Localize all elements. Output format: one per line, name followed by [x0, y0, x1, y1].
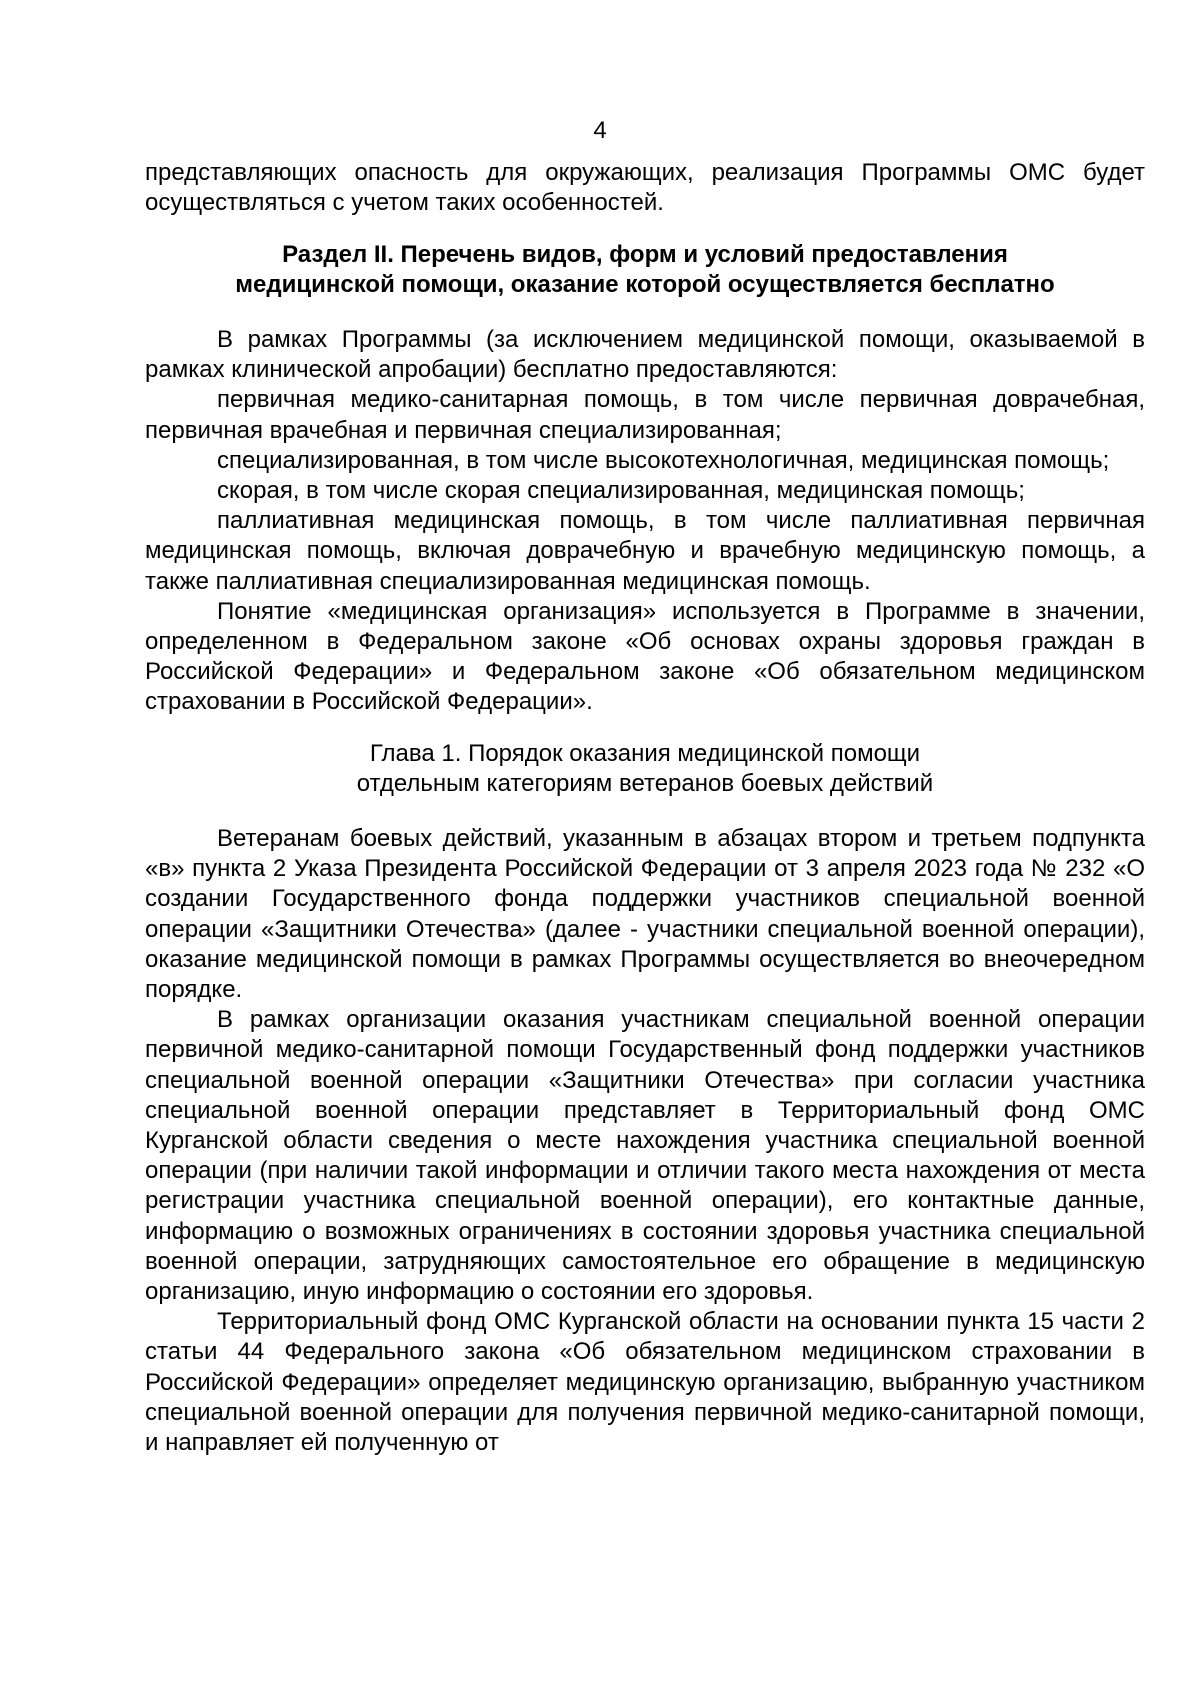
- section-body: [145, 325, 1145, 718]
- chapter-title-line-1: Глава 1. Порядок оказания медицинской помощи: [369, 740, 921, 767]
- continuation-paragraph: представляющих опасность для окружающих, реализация Программы ОМС будет осуществляться с учетом таких особенностей.: [145, 159, 1145, 217]
- paragraph: В рамках организации оказания участникам специальной военной операции первичной медико-санитарной помощи Государственный фонд поддержки участников специальной военной операции «Защитники Отечества» при согласии участника специальной военной операции представляет в Территориальный фонд ОМС Курганской области сведения о месте нахождения участника специальной военной операции (при наличии такой информации и отличии такого места нахождения от места регистрации участника специальной военной операции), его контактные данные, информацию о возможных ограничениях в состоянии здоровья участника специальной военной операции, затрудняющих самостоятельное его обращение в медицинскую организацию, иную информацию о состоянии его здоровья.: [145, 1006, 1145, 1306]
- chapter-title-line-2: отдельным категориям ветеранов боевых действий: [356, 770, 934, 798]
- paragraph: скорая, в том числе скорая специализированная, медицинская помощь;: [217, 477, 1025, 505]
- paragraph: специализированная, в том числе высокотехнологичная, медицинская помощь;: [217, 446, 1110, 474]
- continuation-block: [145, 158, 1145, 218]
- chapter-title: [145, 739, 1145, 799]
- paragraph: Территориальный фонд ОМС Курганской области на основании пункта 15 части 2 статьи 44 Федерального закона «Об обязательном медицинском страховании в Российской Федерации» определяет медицинскую организацию, выбранную участником специальной военной операции для получения первичной медико-санитарной помощи, и направляет ей полученную от: [145, 1308, 1145, 1457]
- paragraph: первичная медико-санитарная помощь, в том числе первичная доврачебная, первичная врачебная и первичная специализированная;: [145, 386, 1145, 444]
- section-title-line-1: Раздел II. Перечень видов, форм и условий предоставления: [282, 241, 1008, 268]
- page-number: 4: [593, 117, 607, 144]
- paragraph: В рамках Программы (за исключением медицинской помощи, оказываемой в рамках клинической апробации) бесплатно предоставляются:: [145, 326, 1145, 384]
- paragraph: паллиативная медицинская помощь, в том числе паллиативная первичная медицинская помощь, включая доврачебную и врачебную медицинскую помощь, а также паллиативная специализированная медицинская помощь.: [145, 507, 1145, 595]
- paragraph: Понятие «медицинская организация» используется в Программе в значении, определенном в Федеральном законе «Об основах охраны здоровья граждан в Российской Федерации» и Федеральном законе «Об обязательном медицинском страховании в Российской Федерации».: [145, 597, 1145, 716]
- section-title-line-2: медицинской помощи, оказание которой осуществляется бесплатно: [235, 271, 1055, 299]
- section-title: [145, 240, 1145, 300]
- chapter-body: [145, 824, 1145, 1458]
- paragraph: Ветеранам боевых действий, указанным в абзацах втором и третьем подпункта «в» пункта 2 Указа Президента Российской Федерации от 3 апреля 2023 года № 232 «О создании Государственного фонда поддержки участников специальной военной операции «Защитники Отечества» (далее - участники специальной военной операции), оказание медицинской помощи в рамках Программы осуществляется во внеочередном порядке.: [145, 825, 1145, 1004]
